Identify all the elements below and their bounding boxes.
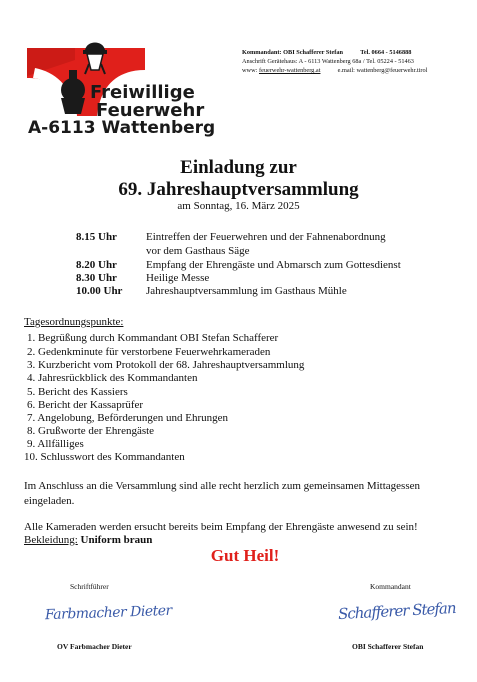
contact-block (242, 48, 427, 75)
invitation-title-line1: Einladung zur (180, 157, 297, 178)
agenda-item: 9. Allfälliges (27, 438, 84, 450)
schedule-row-continuation (76, 244, 476, 258)
secretary-signature: Farbmacher Dieter (44, 602, 173, 624)
schedule-time: 8.20 Uhr (76, 259, 117, 271)
commander-name: OBI Schafferer Stefan (352, 642, 424, 651)
commander-signature: Schafferer Stefan (337, 598, 456, 624)
secretary-name: OV Farbmacher Dieter (57, 642, 132, 651)
email-address[interactable]: e.mail: wattenberg@feuerwehr.tirol (337, 67, 428, 74)
attendance-request: Alle Kameraden werden ersucht bereits beim Empfang der Ehrengäste anwesend zu sein! (24, 521, 418, 533)
schedule-time: 8.30 Uhr (76, 272, 117, 284)
commander-role: Kommandant (370, 582, 411, 591)
greeting: Gut Heil! (210, 546, 280, 565)
schedule-text: vor dem Gasthaus Säge (146, 245, 250, 257)
station-address: Anschrift Gerätehaus: A - 6113 Wattenberg 68a / Tel. 05224 - 51463 (242, 58, 414, 65)
schedule-time: 10.00 Uhr (76, 285, 123, 297)
brand-name-line2: Feuerwehr (96, 100, 205, 121)
agenda-item: 8. Grußworte der Ehrengäste (27, 425, 155, 437)
dress-code-label: Bekleidung: (24, 534, 78, 546)
schedule-row (76, 271, 476, 285)
schedule-text: Heilige Messe (146, 272, 210, 284)
brand-location: A-6113 Wattenberg (28, 118, 216, 138)
agenda-item: 7. Angelobung, Beförderungen und Ehrungen (27, 412, 229, 424)
agenda-item: 10. Schlusswort des Kommandanten (24, 451, 185, 463)
agenda-item: 4. Jahresrückblick des Kommandanten (27, 372, 198, 384)
secretary-role: Schriftführer (70, 582, 109, 591)
agenda-item: 2. Gedenkminute für verstorbene Feuerwehrkameraden (27, 346, 271, 358)
schedule-text: Jahreshauptversammlung im Gasthaus Mühle (146, 285, 347, 297)
invitation-title-line2: 69. Jahreshauptversammlung (118, 179, 359, 200)
dress-code-value: Uniform braun (80, 534, 153, 546)
brand-name-line1: Freiwillige (90, 82, 195, 103)
agenda-item: 5. Bericht des Kassiers (27, 386, 128, 398)
schedule-row (76, 258, 476, 272)
commander-phone: Tel. 0664 - 5146888 (360, 49, 412, 56)
schedule-row (76, 230, 476, 244)
schedule-text: Eintreffen der Feuerwehren und der Fahnenabordnung (146, 231, 386, 243)
lunch-invitation: Im Anschluss an die Versammlung sind alle recht herzlich zum gemeinsamen Mittagessen eingeladen. (24, 480, 421, 507)
agenda-item: 1. Begrüßung durch Kommandant OBI Stefan Schafferer (27, 332, 279, 344)
agenda-item: 3. Kurzbericht vom Protokoll der 68. Jahreshauptversammlung (27, 359, 305, 371)
agenda-item: 6. Bericht der Kassaprüfer (27, 399, 144, 411)
website-link[interactable]: feuerwehr-wattenberg.at (258, 67, 321, 74)
schedule-time: 8.15 Uhr (76, 231, 117, 243)
website-label: www: (242, 67, 258, 74)
event-date: am Sonntag, 16. März 2025 (177, 200, 300, 212)
agenda-title: Tagesordnungspunkte: (24, 316, 124, 328)
schedule-row (76, 284, 476, 298)
schedule-text: Empfang der Ehrengäste und Abmarsch zum Gottesdienst (146, 259, 401, 271)
commander-contact: Kommandant: OBI Schafferer Stefan (242, 49, 344, 56)
